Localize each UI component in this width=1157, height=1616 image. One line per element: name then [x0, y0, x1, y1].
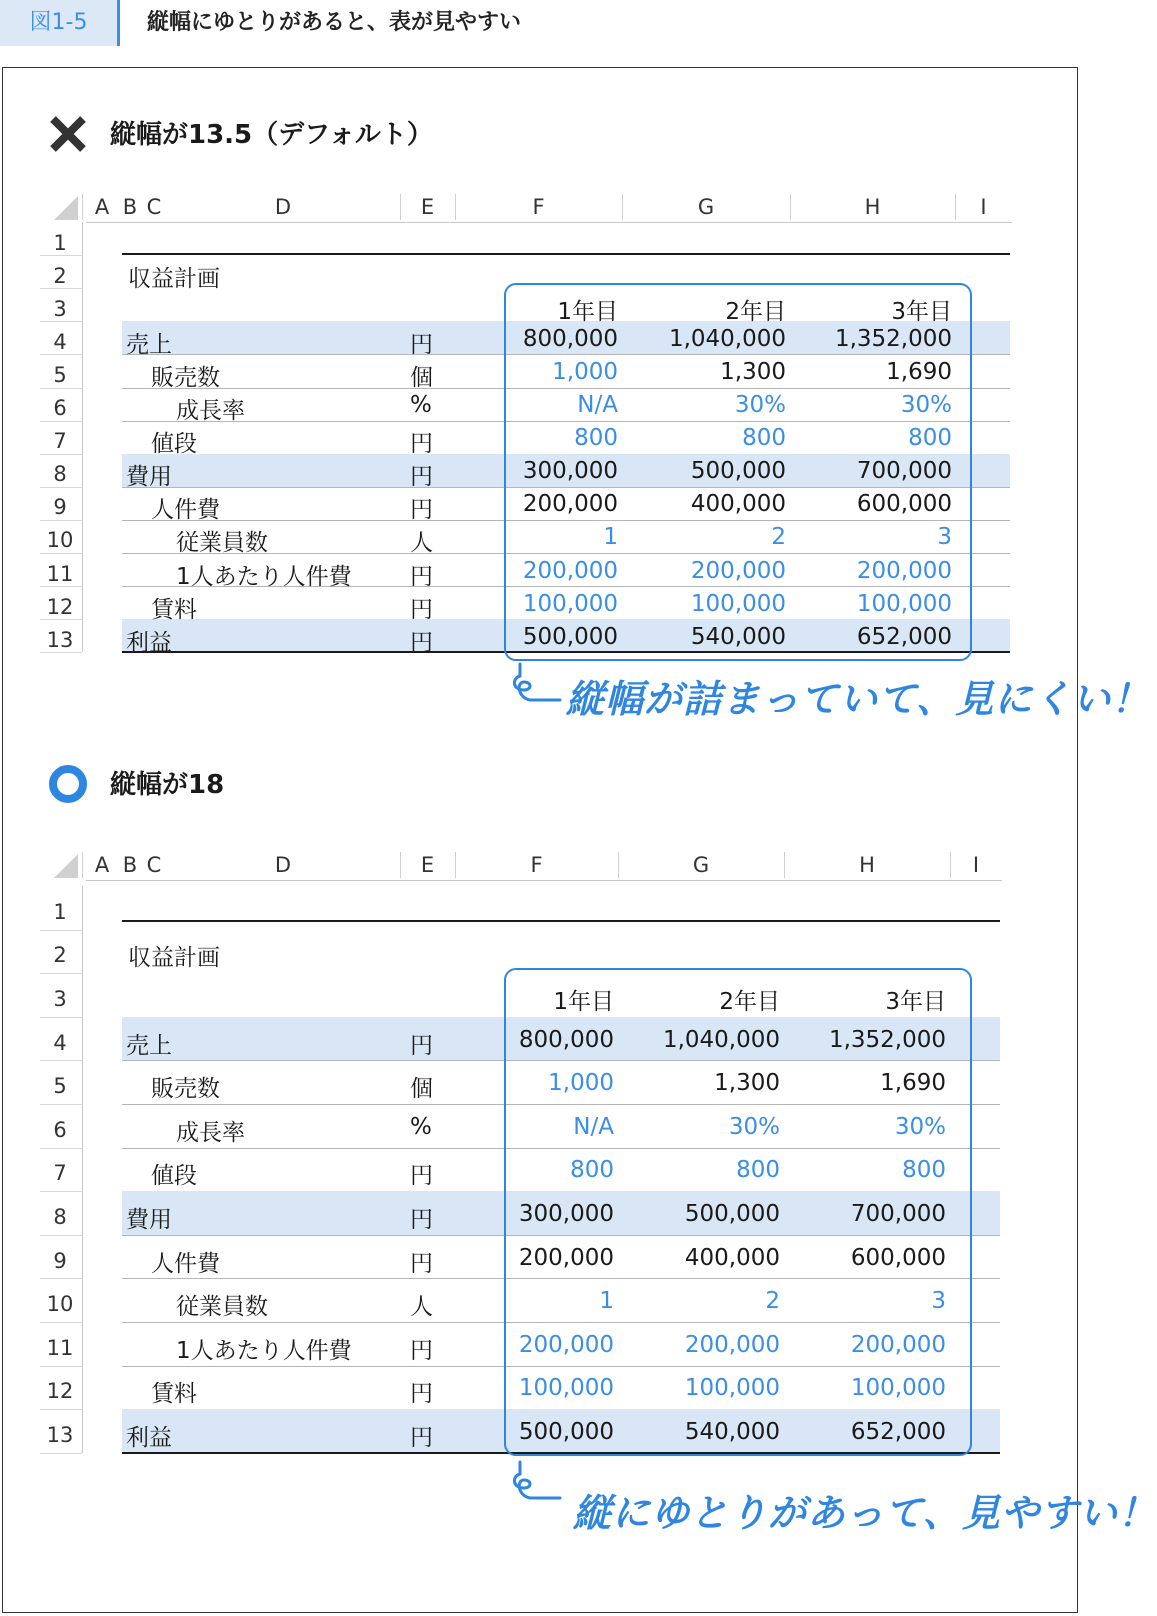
column-header-i[interactable]: I: [955, 192, 1012, 223]
row-number[interactable]: 11: [46, 1335, 74, 1360]
value-cell: 500,000: [518, 1419, 614, 1445]
row-number[interactable]: 5: [53, 362, 67, 387]
row-number[interactable]: 1: [53, 899, 67, 924]
row-divider: [40, 1104, 82, 1105]
column-header-i[interactable]: I: [950, 850, 1002, 881]
value-cell: 100,000: [518, 1375, 614, 1402]
row-divider: [40, 1409, 82, 1410]
value-cell: 400,000: [690, 491, 786, 518]
row-divider: [40, 1322, 82, 1323]
callout-curl: [510, 1460, 570, 1510]
value-cell: 1,690: [880, 1070, 946, 1097]
column-header-b[interactable]: B: [118, 192, 142, 223]
value-cell: N/A: [573, 1113, 614, 1140]
value-cell: 1: [599, 1288, 614, 1315]
column-separator[interactable]: [784, 852, 785, 878]
callout-bracket: [504, 283, 972, 661]
example-heading: 縦幅が18: [110, 770, 225, 800]
row-number[interactable]: 7: [53, 1161, 67, 1186]
column-header-f[interactable]: F: [455, 850, 618, 881]
unit-cell: 円: [410, 1250, 433, 1277]
column-header-b[interactable]: B: [118, 850, 142, 881]
column-separator[interactable]: [790, 194, 791, 220]
value-cell: 200,000: [850, 1331, 946, 1358]
row-label: 売上: [126, 331, 172, 358]
column-header-h[interactable]: H: [790, 192, 955, 223]
column-header-c[interactable]: C: [142, 192, 166, 223]
value-cell: 100,000: [684, 1375, 780, 1402]
figure-label: 図1-5: [0, 0, 120, 46]
row-label: 賃料: [151, 596, 197, 623]
value-cell: 1,352,000: [828, 1026, 946, 1053]
value-cell: 1,352,000: [834, 325, 952, 352]
value-cell: 100,000: [850, 1375, 946, 1402]
row-divider: [40, 354, 82, 355]
circle-icon: [48, 764, 88, 804]
unit-cell: 円: [410, 1032, 433, 1059]
value-cell: 800: [570, 1157, 614, 1184]
value-cell: 600,000: [850, 1244, 946, 1271]
row-divider: [40, 454, 82, 455]
column-separator[interactable]: [455, 852, 456, 878]
year-header: 3年目: [891, 298, 952, 325]
row-label: 従業員数: [176, 530, 268, 557]
row-number[interactable]: 4: [53, 1030, 67, 1055]
value-cell: 800: [736, 1157, 780, 1184]
year-header: 2年目: [719, 989, 780, 1015]
column-header-f[interactable]: F: [455, 192, 622, 223]
value-cell: 200,000: [518, 1331, 614, 1358]
value-cell: 540,000: [684, 1419, 780, 1445]
value-cell: 1,000: [552, 358, 618, 385]
row-number[interactable]: 12: [46, 594, 74, 619]
table-title: 収益計画: [128, 945, 220, 972]
row-divider: [40, 619, 82, 620]
row-number[interactable]: 3: [53, 296, 67, 321]
value-cell: 1,690: [886, 358, 952, 385]
year-header: 1年目: [553, 989, 614, 1015]
value-cell: 800: [742, 425, 786, 452]
value-cell: 3: [937, 524, 952, 551]
value-cell: 700,000: [856, 458, 952, 485]
row-divider: [40, 973, 82, 974]
year-header: 2年目: [725, 298, 786, 325]
column-header-h[interactable]: H: [784, 850, 950, 881]
unit-cell: 円: [410, 497, 433, 524]
unit-cell: 円: [410, 1381, 433, 1408]
column-separator[interactable]: [400, 852, 401, 878]
row-divider: [40, 1278, 82, 1279]
column-separator[interactable]: [622, 194, 623, 220]
value-cell: 200,000: [690, 557, 786, 584]
unit-cell: 円: [410, 563, 433, 590]
value-cell: N/A: [577, 392, 618, 419]
value-cell: 700,000: [850, 1201, 946, 1227]
cross-icon: [48, 114, 88, 154]
row-divider: [40, 487, 82, 488]
value-cell: 300,000: [518, 1201, 614, 1227]
row-number[interactable]: 7: [53, 429, 67, 454]
value-cell: 300,000: [522, 458, 618, 485]
row-label: 成長率: [176, 398, 245, 425]
value-cell: 500,000: [690, 458, 786, 485]
column-separator[interactable]: [455, 194, 456, 220]
row-divider: [40, 255, 82, 256]
column-header-g[interactable]: G: [618, 850, 784, 881]
callout-note: 縦にゆとりがあって、見やすい！: [573, 1490, 1157, 1535]
column-header-c[interactable]: C: [142, 850, 166, 881]
value-cell: 1,300: [714, 1070, 780, 1097]
value-cell: 600,000: [856, 491, 952, 518]
column-header-d[interactable]: D: [166, 850, 400, 881]
column-separator[interactable]: [950, 852, 951, 878]
column-separator[interactable]: [618, 852, 619, 878]
row-divider: [40, 930, 82, 931]
unit-cell: 人: [410, 1294, 433, 1321]
row-number[interactable]: 4: [53, 329, 67, 354]
column-header-g[interactable]: G: [622, 192, 790, 223]
value-cell: 30%: [728, 1113, 780, 1140]
row-label: 値段: [151, 431, 197, 458]
value-cell: 652,000: [850, 1419, 946, 1445]
value-cell: 200,000: [684, 1331, 780, 1358]
row-number[interactable]: 6: [53, 1117, 67, 1142]
column-header-e[interactable]: E: [400, 850, 455, 881]
row-label: 売上: [126, 1032, 172, 1059]
value-cell: 540,000: [690, 623, 786, 650]
row-divider: [40, 388, 82, 389]
value-cell: 1,300: [720, 358, 786, 385]
row-label: 1人あたり人件費: [176, 1337, 352, 1364]
select-all-corner[interactable]: [40, 850, 80, 882]
title-rule: [122, 253, 1010, 255]
row-label: 利益: [126, 1425, 172, 1451]
row-number[interactable]: 3: [53, 987, 67, 1011]
unit-cell: 円: [410, 1425, 433, 1451]
value-cell: 200,000: [522, 557, 618, 584]
value-cell: 500,000: [522, 623, 618, 650]
value-cell: 800,000: [522, 325, 618, 352]
row-number[interactable]: 12: [46, 1379, 74, 1404]
table-title: 収益計画: [128, 265, 220, 292]
row-label: 販売数: [151, 364, 220, 391]
unit-cell: %: [410, 1113, 432, 1140]
callout-bracket: [504, 968, 972, 1456]
column-separator[interactable]: [82, 852, 83, 878]
unit-cell: 円: [410, 629, 433, 656]
row-number[interactable]: 8: [53, 1205, 67, 1229]
value-cell: 200,000: [522, 491, 618, 518]
row-number[interactable]: 2: [53, 943, 67, 968]
row-label: 人件費: [151, 497, 220, 524]
row-number[interactable]: 10: [46, 528, 74, 553]
value-cell: 800: [908, 425, 952, 452]
row-number[interactable]: 10: [46, 1292, 74, 1317]
callout-note: 縦幅が詰まっていて、見にくい！: [566, 676, 1151, 721]
column-header-d[interactable]: D: [166, 192, 400, 223]
figure-title: 縦幅にゆとりがあると、表が見やすい: [147, 10, 522, 35]
row-number[interactable]: 2: [53, 263, 67, 288]
row-number[interactable]: 1: [53, 230, 67, 255]
value-cell: 2: [771, 524, 786, 551]
row-number[interactable]: 11: [46, 561, 74, 586]
row-divider: [40, 1191, 82, 1192]
row-divider: [40, 1148, 82, 1149]
value-cell: 652,000: [856, 623, 952, 650]
value-cell: 1,040,000: [662, 1026, 780, 1053]
unit-cell: 円: [410, 431, 433, 458]
value-cell: 500,000: [684, 1201, 780, 1227]
unit-cell: 個: [410, 1076, 433, 1103]
row-divider: [40, 652, 82, 653]
row-label: 販売数: [151, 1076, 220, 1103]
year-header: 3年目: [885, 989, 946, 1015]
column-header-e[interactable]: E: [400, 192, 455, 223]
value-cell: 400,000: [684, 1244, 780, 1271]
value-cell: 30%: [734, 392, 786, 419]
row-number[interactable]: 5: [53, 1074, 67, 1099]
row-label: 値段: [151, 1163, 197, 1190]
year-header: 1年目: [557, 298, 618, 325]
value-cell: 100,000: [690, 590, 786, 617]
row-number[interactable]: 9: [53, 495, 67, 520]
row-label: 従業員数: [176, 1294, 268, 1321]
row-divider: [40, 1235, 82, 1236]
value-cell: 1: [603, 524, 618, 551]
value-cell: 800,000: [518, 1026, 614, 1053]
row-header-border: [82, 222, 83, 652]
row-number[interactable]: 9: [53, 1248, 67, 1273]
column-separator[interactable]: [82, 194, 83, 220]
column-header-a[interactable]: A: [86, 850, 118, 881]
row-divider: [40, 421, 82, 422]
value-cell: 200,000: [518, 1244, 614, 1271]
row-divider: [40, 520, 82, 521]
value-cell: 1,000: [548, 1070, 614, 1097]
value-cell: 2: [765, 1288, 780, 1315]
row-label: 費用: [126, 464, 172, 491]
row-label: 人件費: [151, 1250, 220, 1277]
row-label: 費用: [126, 1207, 172, 1233]
row-label: 賃料: [151, 1381, 197, 1408]
unit-cell: 個: [410, 364, 433, 391]
value-cell: 100,000: [856, 590, 952, 617]
value-cell: 1,040,000: [668, 325, 786, 352]
value-cell: 200,000: [856, 557, 952, 584]
row-header-border: [82, 886, 83, 1453]
value-cell: 30%: [900, 392, 952, 419]
row-label: 1人あたり人件費: [176, 563, 352, 590]
row-number[interactable]: 13: [46, 627, 74, 652]
column-header-a[interactable]: A: [86, 192, 118, 223]
row-label: 成長率: [176, 1119, 245, 1146]
unit-cell: 円: [410, 1207, 433, 1233]
value-cell: 800: [574, 425, 618, 452]
row-divider: [40, 321, 82, 322]
value-cell: 800: [902, 1157, 946, 1184]
column-separator[interactable]: [955, 194, 956, 220]
unit-cell: 円: [410, 331, 433, 358]
row-divider: [40, 1453, 82, 1454]
row-divider: [40, 1060, 82, 1061]
unit-cell: 円: [410, 464, 433, 491]
row-divider: [40, 1366, 82, 1367]
unit-cell: %: [410, 392, 432, 419]
column-separator[interactable]: [400, 194, 401, 220]
value-cell: 3: [931, 1288, 946, 1315]
example-heading: 縦幅が13.5（デフォルト）: [110, 120, 433, 150]
select-all-corner[interactable]: [40, 192, 80, 224]
row-number[interactable]: 6: [53, 396, 67, 421]
unit-cell: 円: [410, 1163, 433, 1190]
unit-cell: 円: [410, 1337, 433, 1364]
callout-curl: [510, 662, 570, 712]
value-cell: 100,000: [522, 590, 618, 617]
row-divider: [40, 1017, 82, 1018]
value-cell: 30%: [894, 1113, 946, 1140]
row-divider: [40, 586, 82, 587]
unit-cell: 人: [410, 530, 433, 557]
row-divider: [40, 553, 82, 554]
row-divider: [40, 288, 82, 289]
title-rule: [122, 920, 1000, 922]
row-number[interactable]: 8: [53, 462, 67, 487]
row-label: 利益: [126, 629, 172, 656]
unit-cell: 円: [410, 596, 433, 623]
row-number[interactable]: 13: [46, 1423, 74, 1447]
